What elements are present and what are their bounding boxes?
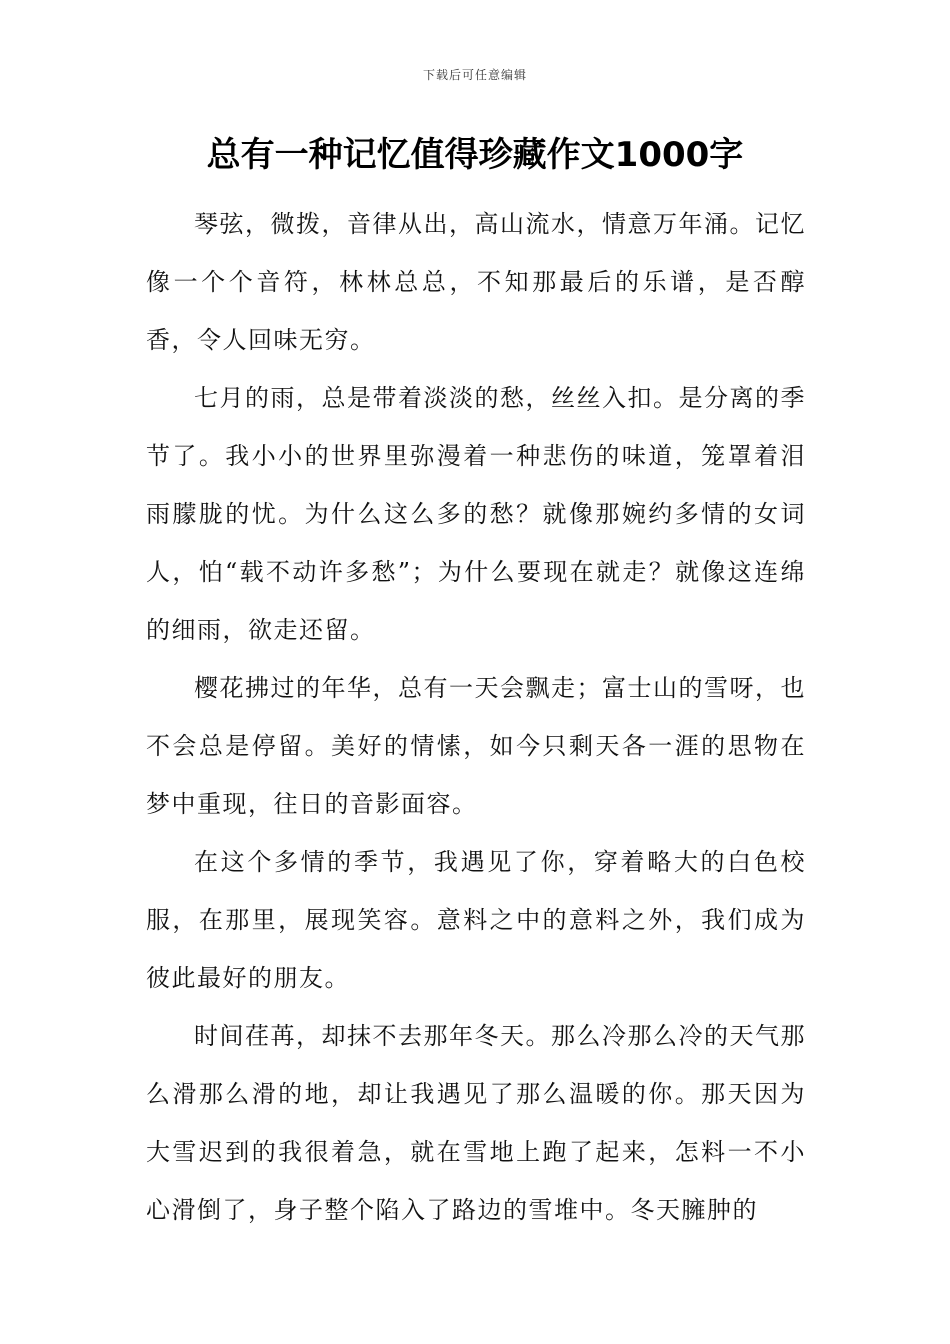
paragraph: 樱花拂过的年华，总有一天会飘走；富士山的雪呀，也不会总是停留。美好的情愫，如今只剩天各一涯的思物在梦中重现，往日的音影面容。 (146, 674, 806, 818)
article-body (146, 195, 806, 1239)
paragraph: 七月的雨，总是带着淡淡的愁，丝丝入扣。是分离的季节了。我小小的世界里弥漫着一种悲伤的味道，笼罩着泪雨朦胧的忧。为什么这么多的愁？就像那婉约多情的女词人，怕“载不动许多愁”；为什么要现在就走？就像这连绵的细雨，欲走还留。 (146, 384, 806, 644)
paragraph: 琴弦，微拨，音律从出，高山流水，情意万年涌。记忆像一个个音符，林林总总，不知那最后的乐谱，是否醇香，令人回味无穷。 (146, 210, 806, 354)
header-note: 下载后可任意编辑 (422, 68, 527, 82)
page-title: 总有一种记忆值得珍藏作文1000字 (206, 135, 744, 175)
paragraph: 在这个多情的季节，我遇见了你，穿着略大的白色校服，在那里，展现笑容。意料之中的意料之外，我们成为彼此最好的朋友。 (146, 848, 806, 992)
paragraph: 时间荏苒，却抹不去那年冬天。那么冷那么冷的天气那么滑那么滑的地，却让我遇见了那么温暖的你。那天因为大雪迟到的我很着急，就在雪地上跑了起来，怎料一不小心滑倒了，身子整个陷入了路边的雪堆中。冬天臃肿的 (146, 1022, 806, 1224)
